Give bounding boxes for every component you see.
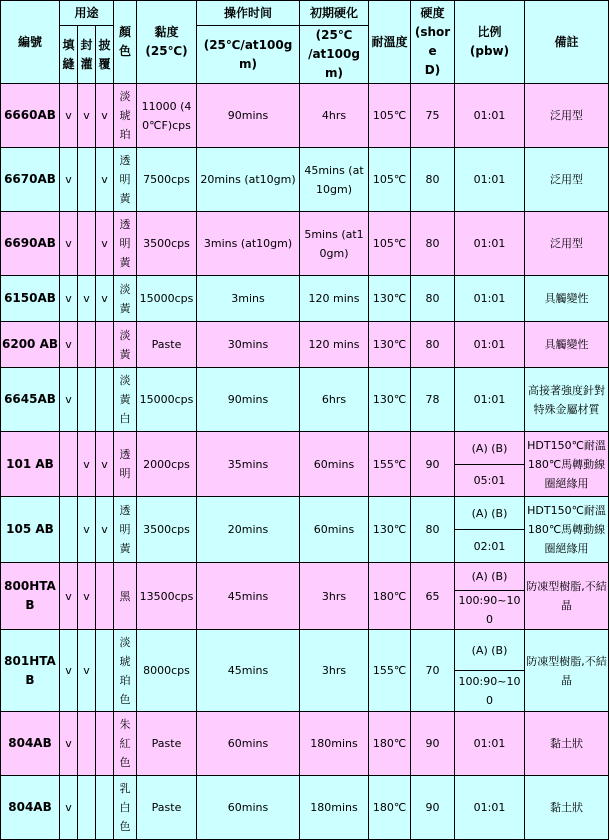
- work-time-value: 3mins (at10gm): [197, 212, 300, 276]
- header-heat: 耐溫度: [369, 1, 411, 84]
- heat-value: 155℃: [369, 432, 411, 497]
- ratio-parts-label: (A) (B): [455, 432, 525, 465]
- work-time-value: 45mins: [197, 563, 300, 630]
- work-time-value: 20mins: [197, 497, 300, 563]
- header-ratio-line2: (pbw): [469, 44, 510, 58]
- heat-value: 105℃: [369, 84, 411, 148]
- usage-fill-mark: [60, 497, 78, 563]
- usage-fill-mark: [60, 432, 78, 497]
- table-row: [1, 212, 609, 276]
- viscosity-value: 2000cps: [137, 432, 197, 497]
- viscosity-value: 11000 (40℃F)cps: [137, 84, 197, 148]
- heat-value: 130℃: [369, 322, 411, 368]
- header-cure-unit: [300, 26, 369, 84]
- usage-coat-mark: [96, 563, 114, 630]
- hardness-value: 80: [411, 322, 455, 368]
- cure-value: 3hrs: [300, 630, 369, 712]
- product-code: 6670AB: [1, 148, 60, 212]
- usage-pot-mark: [78, 712, 96, 776]
- usage-coat-mark: [96, 712, 114, 776]
- color-value: 朱紅色: [114, 712, 137, 776]
- usage-fill-mark: v: [60, 630, 78, 712]
- hardness-value: 65: [411, 563, 455, 630]
- table-row: [1, 563, 609, 591]
- ratio-value: 01:01: [455, 322, 525, 368]
- heat-value: 180℃: [369, 776, 411, 840]
- cure-value: 3hrs: [300, 563, 369, 630]
- header-work-time: 操作时间: [197, 1, 300, 26]
- hardness-value: 80: [411, 497, 455, 563]
- color-value: 淡黃: [114, 322, 137, 368]
- ratio-parts-label: (A) (B): [455, 497, 525, 530]
- color-value: 淡琥珀: [114, 84, 137, 148]
- viscosity-value: 13500cps: [137, 563, 197, 630]
- hardness-value: 70: [411, 630, 455, 712]
- usage-coat-mark: v: [96, 212, 114, 276]
- hardness-value: 78: [411, 368, 455, 432]
- ratio-value: 02:01: [455, 530, 525, 563]
- product-code: 6150AB: [1, 276, 60, 322]
- color-value: 淡黃白: [114, 368, 137, 432]
- usage-fill-mark: v: [60, 368, 78, 432]
- viscosity-value: 3500cps: [137, 212, 197, 276]
- usage-pot-mark: v: [78, 563, 96, 630]
- usage-pot-mark: [78, 368, 96, 432]
- usage-coat-mark: v: [96, 276, 114, 322]
- usage-pot-mark: v: [78, 84, 96, 148]
- usage-coat-mark: [96, 776, 114, 840]
- heat-value: 130℃: [369, 276, 411, 322]
- cure-value: 5mins (at10gm): [300, 212, 369, 276]
- remark-value: 黏土狀: [525, 712, 609, 776]
- header-hardness-line1: 硬度: [420, 6, 445, 20]
- remark-value: 具觸變性: [525, 276, 609, 322]
- header-color: [114, 1, 137, 84]
- usage-pot-mark: [78, 322, 96, 368]
- cure-value: 4hrs: [300, 84, 369, 148]
- ratio-value: 05:01: [455, 465, 525, 497]
- cure-value: 180mins: [300, 776, 369, 840]
- cure-value: 45mins (at10gm): [300, 148, 369, 212]
- header-cure-line3: /at100gm): [308, 47, 360, 80]
- header-color-text: 顏色: [119, 25, 132, 58]
- hardness-value: 80: [411, 212, 455, 276]
- cure-value: 60mins: [300, 432, 369, 497]
- remark-value: 泛用型: [525, 84, 609, 148]
- header-hardness: [411, 1, 455, 84]
- header-ratio: [455, 1, 525, 84]
- heat-value: 180℃: [369, 712, 411, 776]
- ratio-value: 01:01: [455, 84, 525, 148]
- usage-pot-mark: v: [78, 630, 96, 712]
- usage-coat-mark: v: [96, 84, 114, 148]
- usage-coat-mark: [96, 322, 114, 368]
- usage-pot-mark: [78, 776, 96, 840]
- header-viscosity-line2: (25℃): [145, 44, 188, 58]
- remark-value: 高接著強度針對特殊金屬材質: [525, 368, 609, 432]
- color-value: 淡黃: [114, 276, 137, 322]
- cure-value: 120 mins: [300, 322, 369, 368]
- hardness-value: 90: [411, 776, 455, 840]
- viscosity-value: 15000cps: [137, 368, 197, 432]
- color-value: 淡琥珀色: [114, 630, 137, 712]
- hardness-value: 75: [411, 84, 455, 148]
- remark-value: HDT150℃耐溫180℃馬轉動線圈絕緣用: [525, 432, 609, 497]
- usage-pot-mark: [78, 148, 96, 212]
- work-time-value: 60mins: [197, 776, 300, 840]
- ratio-value: 01:01: [455, 212, 525, 276]
- ratio-parts-label: (A) (B): [455, 563, 525, 591]
- ratio-parts-label: (A) (B): [455, 630, 525, 671]
- hardness-value: 80: [411, 276, 455, 322]
- usage-fill-mark: v: [60, 212, 78, 276]
- usage-fill-mark: v: [60, 322, 78, 368]
- viscosity-value: Paste: [137, 712, 197, 776]
- work-time-value: 90mins: [197, 368, 300, 432]
- usage-pot-mark: v: [78, 276, 96, 322]
- heat-value: 130℃: [369, 368, 411, 432]
- color-value: 透明黃: [114, 212, 137, 276]
- header-work-time-unit: (25℃/at100gm): [197, 26, 300, 84]
- ratio-value: 01:01: [455, 712, 525, 776]
- usage-coat-mark: v: [96, 432, 114, 497]
- work-time-value: 45mins: [197, 630, 300, 712]
- product-code: 101 AB: [1, 432, 60, 497]
- usage-fill-mark: v: [60, 84, 78, 148]
- header-cure: 初期硬化: [300, 1, 369, 26]
- color-value: 透明: [114, 432, 137, 497]
- table-row: [1, 776, 609, 840]
- header-hardness-line2: (shore: [414, 25, 451, 58]
- product-code: 6660AB: [1, 84, 60, 148]
- header-viscosity: [137, 1, 197, 84]
- usage-coat-mark: v: [96, 148, 114, 212]
- hardness-value: 90: [411, 432, 455, 497]
- ratio-value: 01:01: [455, 368, 525, 432]
- usage-fill-mark: v: [60, 563, 78, 630]
- usage-fill-mark: v: [60, 712, 78, 776]
- header-usage-pot: 封灌: [78, 26, 96, 84]
- viscosity-value: Paste: [137, 776, 197, 840]
- usage-coat-mark: [96, 368, 114, 432]
- product-code: 6200 AB: [1, 322, 60, 368]
- table-row: [1, 84, 609, 148]
- usage-fill-mark: v: [60, 776, 78, 840]
- usage-pot-mark: [78, 212, 96, 276]
- work-time-value: 30mins: [197, 322, 300, 368]
- color-value: 透明黃: [114, 148, 137, 212]
- table-row: [1, 630, 609, 671]
- cure-value: 6hrs: [300, 368, 369, 432]
- work-time-value: 90mins: [197, 84, 300, 148]
- usage-fill-mark: v: [60, 276, 78, 322]
- ratio-value: 01:01: [455, 148, 525, 212]
- work-time-value: 20mins (at10gm): [197, 148, 300, 212]
- heat-value: 105℃: [369, 212, 411, 276]
- remark-value: 防凍型樹脂,不結晶: [525, 563, 609, 630]
- header-code: 編號: [1, 1, 60, 84]
- ratio-value: 01:01: [455, 276, 525, 322]
- work-time-value: 3mins: [197, 276, 300, 322]
- remark-value: HDT150℃耐溫180℃馬轉動線圈絕緣用: [525, 497, 609, 563]
- remark-value: 防凍型樹脂,不結晶: [525, 630, 609, 712]
- remark-value: 泛用型: [525, 212, 609, 276]
- table-row: [1, 497, 609, 530]
- header-usage: 用途: [60, 1, 114, 26]
- table-row: [1, 276, 609, 322]
- heat-value: 155℃: [369, 630, 411, 712]
- work-time-value: 35mins: [197, 432, 300, 497]
- usage-coat-mark: v: [96, 497, 114, 563]
- table-row: [1, 322, 609, 368]
- heat-value: 105℃: [369, 148, 411, 212]
- product-code: 804AB: [1, 776, 60, 840]
- header-ratio-line1: 比例: [477, 25, 502, 39]
- viscosity-value: 7500cps: [137, 148, 197, 212]
- header-viscosity-line1: 黏度: [154, 25, 179, 39]
- usage-pot-mark: v: [78, 497, 96, 563]
- usage-coat-mark: [96, 630, 114, 712]
- header-remark: 備註: [525, 1, 609, 84]
- header-usage-coat: 披覆: [96, 26, 114, 84]
- table-row: [1, 368, 609, 432]
- color-value: 黑: [114, 563, 137, 630]
- table-row: [1, 712, 609, 776]
- header-usage-fill: 填縫: [60, 26, 78, 84]
- product-code: 804AB: [1, 712, 60, 776]
- table-row: [1, 432, 609, 465]
- product-code: 6690AB: [1, 212, 60, 276]
- remark-value: 黏土狀: [525, 776, 609, 840]
- hardness-value: 90: [411, 712, 455, 776]
- ratio-value: 100:90~100: [455, 671, 525, 712]
- header-hardness-line3: D): [424, 63, 441, 77]
- color-value: 乳白色: [114, 776, 137, 840]
- color-value: 透明黃: [114, 497, 137, 563]
- usage-fill-mark: v: [60, 148, 78, 212]
- cure-value: 120 mins: [300, 276, 369, 322]
- cure-value: 60mins: [300, 497, 369, 563]
- viscosity-value: 8000cps: [137, 630, 197, 712]
- cure-value: 180mins: [300, 712, 369, 776]
- header-cure-line2: (25℃: [315, 28, 353, 42]
- remark-value: 具觸變性: [525, 322, 609, 368]
- usage-pot-mark: v: [78, 432, 96, 497]
- product-code: 105 AB: [1, 497, 60, 563]
- hardness-value: 80: [411, 148, 455, 212]
- remark-value: 泛用型: [525, 148, 609, 212]
- product-code: 801HTAB: [1, 630, 60, 712]
- table-row: [1, 148, 609, 212]
- heat-value: 130℃: [369, 497, 411, 563]
- viscosity-value: Paste: [137, 322, 197, 368]
- ratio-value: 100:90~100: [455, 591, 525, 630]
- product-code: 6645AB: [1, 368, 60, 432]
- work-time-value: 60mins: [197, 712, 300, 776]
- ratio-value: 01:01: [455, 776, 525, 840]
- viscosity-value: 15000cps: [137, 276, 197, 322]
- product-code: 800HTAB: [1, 563, 60, 630]
- viscosity-value: 3500cps: [137, 497, 197, 563]
- heat-value: 180℃: [369, 563, 411, 630]
